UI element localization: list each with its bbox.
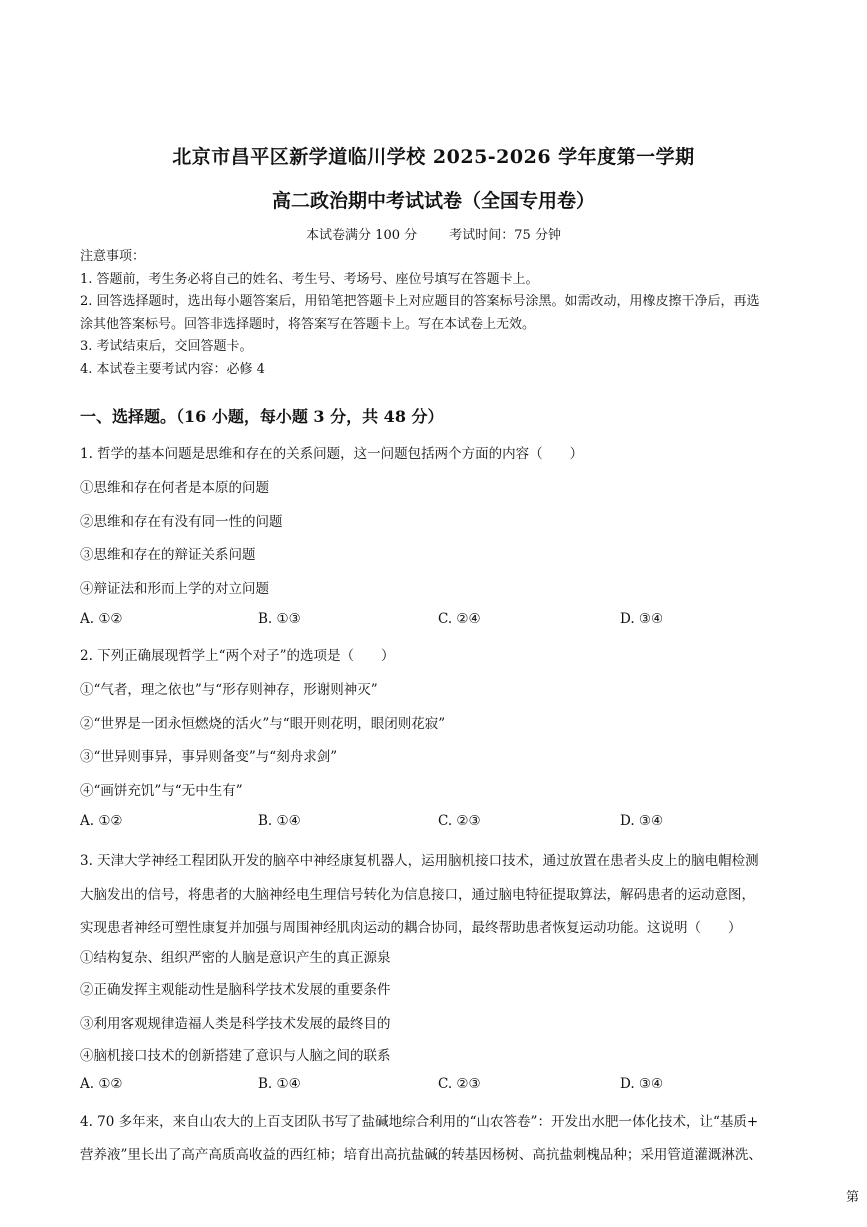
question-1-item: ②思维和存在有没有同一性的问题 xyxy=(80,514,283,530)
option-a: A. ①② xyxy=(80,611,123,627)
option-a: A. ①② xyxy=(80,813,123,829)
option-c: C. ②③ xyxy=(438,1076,481,1092)
note-item: 2. 回答选择题时，选出每小题答案后，用铅笔把答题卡上对应题目的答案标号涂黑。如需改动，用橡皮擦干净后，再选 xyxy=(80,294,760,309)
note-item: 4. 本试卷主要考试内容：必修 4 xyxy=(80,361,265,377)
question-4-stem: 4. 70 多年来，来自山农大的上百支团队书写了盐碱地综合利用的“山农答卷”：开发出水肥一体化技术，让“基质+ xyxy=(80,1114,759,1130)
question-2-item: ③“世异则事异，事异则备变”与“刻舟求剑” xyxy=(80,749,338,765)
question-3-stem: 3. 天津大学神经工程团队开发的脑卒中神经康复机器人，运用脑机接口技术，通过放置在患者头皮上的脑电帽检测 xyxy=(80,853,759,869)
option-c: C. ②③ xyxy=(438,813,481,829)
note-item: 涂其他答案标号。回答非选择题时，将答案写在答题卡上。写在本试卷上无效。 xyxy=(80,316,536,332)
note-item: 1. 答题前，考生务必将自己的姓名、考生号、考场号、座位号填写在答题卡上。 xyxy=(80,271,539,287)
option-b: B. ①④ xyxy=(258,1076,301,1092)
notes-block xyxy=(80,246,867,381)
exam-meta xyxy=(0,224,867,243)
option-b: B. ①④ xyxy=(258,813,301,829)
option-d: D. ③④ xyxy=(620,813,664,829)
question-1-item: ①思维和存在何者是本原的问题 xyxy=(80,480,269,496)
page-label: 第 xyxy=(846,1190,860,1205)
full-score: 本试卷满分 100 分 xyxy=(306,228,418,243)
notes-heading: 注意事项： xyxy=(80,249,146,264)
question-3-options xyxy=(80,1076,860,1096)
option-b: B. ①③ xyxy=(258,611,301,627)
question-1-stem: 1. 哲学的基本问题是思维和存在的关系问题，这一问题包括两个方面的内容（ ） xyxy=(80,446,584,462)
exam-time: 考试时间：75 分钟 xyxy=(449,228,561,243)
exam-title-line2: 高二政治期中考试试卷（全国专用卷） xyxy=(271,190,595,212)
question-3-item: ③利用客观规律造福人类是科学技术发展的最终目的 xyxy=(80,1016,391,1032)
question-2-stem: 2. 下列正确展现哲学上“两个对子”的选项是（ ） xyxy=(80,648,395,664)
question-3-stem: 实现患者神经可塑性康复并加强与周围神经肌肉运动的耦合协同，最终帮助患者恢复运动功能。这说明（ ） xyxy=(80,920,742,936)
option-d: D. ③④ xyxy=(620,1076,664,1092)
question-2-options xyxy=(80,813,860,833)
question-3-item: ②正确发挥主观能动性是脑科学技术发展的重要条件 xyxy=(80,982,391,998)
question-3-item: ①结构复杂、组织严密的人脑是意识产生的真正源泉 xyxy=(80,950,391,966)
question-4-stem: 营养液”里长出了高产高质高收益的西红柿；培育出高抗盐碱的转基因杨树、高抗盐刺槐品种；采用管道灌溉淋洗、 xyxy=(80,1147,762,1163)
question-1-item: ③思维和存在的辩证关系问题 xyxy=(80,547,256,563)
option-d: D. ③④ xyxy=(620,611,664,627)
question-3-stem: 大脑发出的信号，将患者的大脑神经电生理信号转化为信息接口，通过脑电特征提取算法，解码患者的运动意图， xyxy=(80,887,755,903)
note-item: 3. 考试结束后，交回答题卡。 xyxy=(80,339,253,354)
question-3-item: ④脑机接口技术的创新搭建了意识与人脑之间的联系 xyxy=(80,1048,391,1064)
question-1-options xyxy=(80,611,860,631)
option-a: A. ①② xyxy=(80,1076,123,1092)
question-2-item: ④“画饼充饥”与“无中生有” xyxy=(80,783,243,799)
option-c: C. ②④ xyxy=(438,611,481,627)
section-title: 一、选择题。（16 小题，每小题 3 分，共 48 分） xyxy=(80,407,444,426)
question-1-item: ④辩证法和形而上学的对立问题 xyxy=(80,581,269,597)
exam-title-line1: 北京市昌平区新学道临川学校 2025-2026 学年度第一学期 xyxy=(172,146,695,168)
question-2-item: ②“世界是一团永恒燃烧的活火”与“眼开则花明，眼闭则花寂” xyxy=(80,716,446,732)
question-2-item: ①“气者，理之依也”与“形存则神存，形谢则神灭” xyxy=(80,682,378,698)
